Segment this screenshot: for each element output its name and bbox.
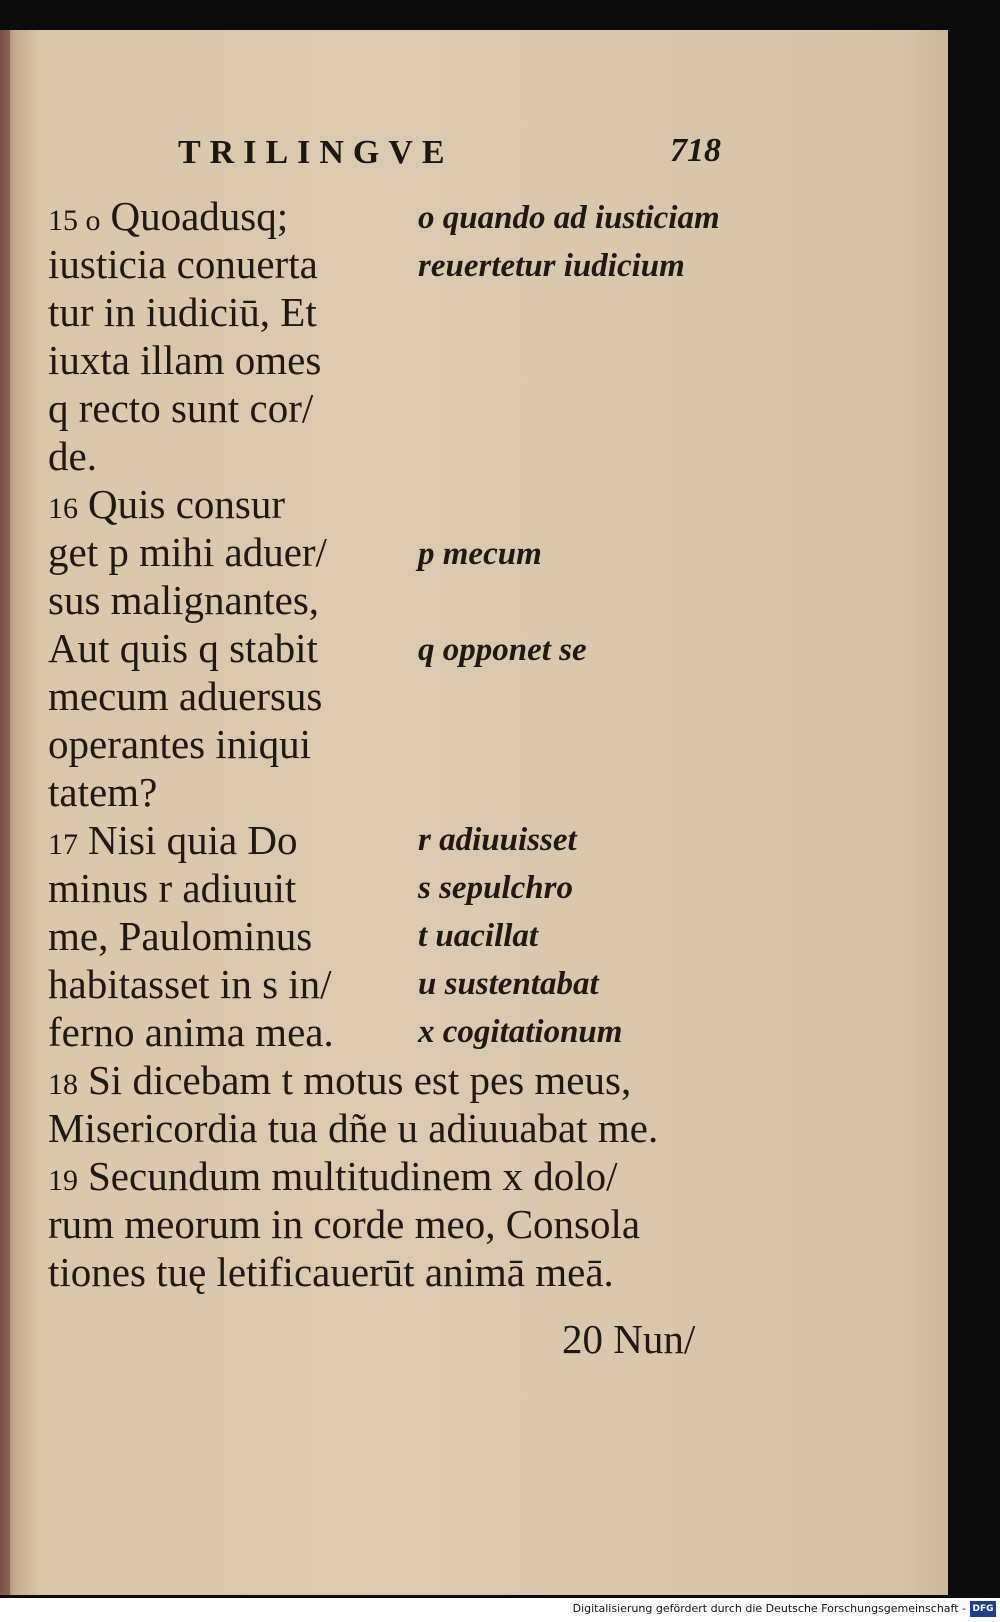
text-line: Misericordia tua dñe u adiuuabat me. [48,1105,659,1151]
text-line: operantes iniqui [48,721,312,767]
book-page [0,30,948,1595]
verse-number: 16 [48,492,78,525]
text-line: tiones tuę letificauerūt animā meā. [48,1249,614,1295]
verse-number: 19 [48,1164,78,1197]
text-line: 19 Secundum multitudinem x dolo/ [48,1153,618,1199]
text-line: habitasset in s in/ [48,961,332,1007]
text-line: tur in iudiciū, Et [48,289,317,335]
gloss-q: q opponet se [418,632,587,668]
text-line: minus r adiuuit [48,865,297,911]
text-line: 17 Nisi quia Do [48,817,298,863]
gloss-x: x cogitationum [418,1014,623,1050]
verse-number: 18 [48,1068,78,1101]
text-line: Aut quis q stabit [48,625,318,671]
text-line: q recto sunt cor/ [48,385,314,431]
text-line: de. [48,433,97,479]
verse-number: 15 o [48,204,101,237]
text-line: 18 Si dicebam t motus est pes meus, [48,1057,632,1103]
catchword: 20 Nun/ [562,1316,696,1362]
text-line: iusticia conuerta [48,241,318,287]
dfg-logo-icon: DFG [970,1601,996,1617]
footer-credit: Digitalisierung gefördert durch die Deutsche Forschungsgemeinschaft - [572,1602,966,1615]
gloss-o: o quando ad iusticiam [418,200,720,236]
page-number: 718 [670,132,721,169]
running-head: TRILINGVE [178,134,454,171]
text-line: me, Paulominus [48,913,313,959]
verse-number: 17 [48,828,78,861]
gloss-o-cont: reuertetur iudicium [418,248,685,284]
gloss-p: p mecum [418,536,542,572]
gloss-s: s sepulchro [418,870,573,906]
text-line: tatem? [48,769,158,815]
text-line: get p mihi aduer/ [48,529,327,575]
gloss-r: r adiuuisset [418,822,577,858]
digitization-footer [0,1598,1000,1622]
page-header [0,102,948,171]
gloss-u: u sustentabat [418,966,599,1002]
text-line: iuxta illam omes [48,337,322,383]
gloss-t: t uacillat [418,918,539,954]
text-line: mecum aduersus [48,673,323,719]
text-line: 16 Quis consur [48,481,286,527]
text-line: ferno anima mea. [48,1009,334,1055]
text-line: sus malignantes, [48,577,320,623]
text-line: rum meorum in corde meo, Consola [48,1201,641,1247]
text-line: 15 o Quoadusq; [48,193,289,239]
